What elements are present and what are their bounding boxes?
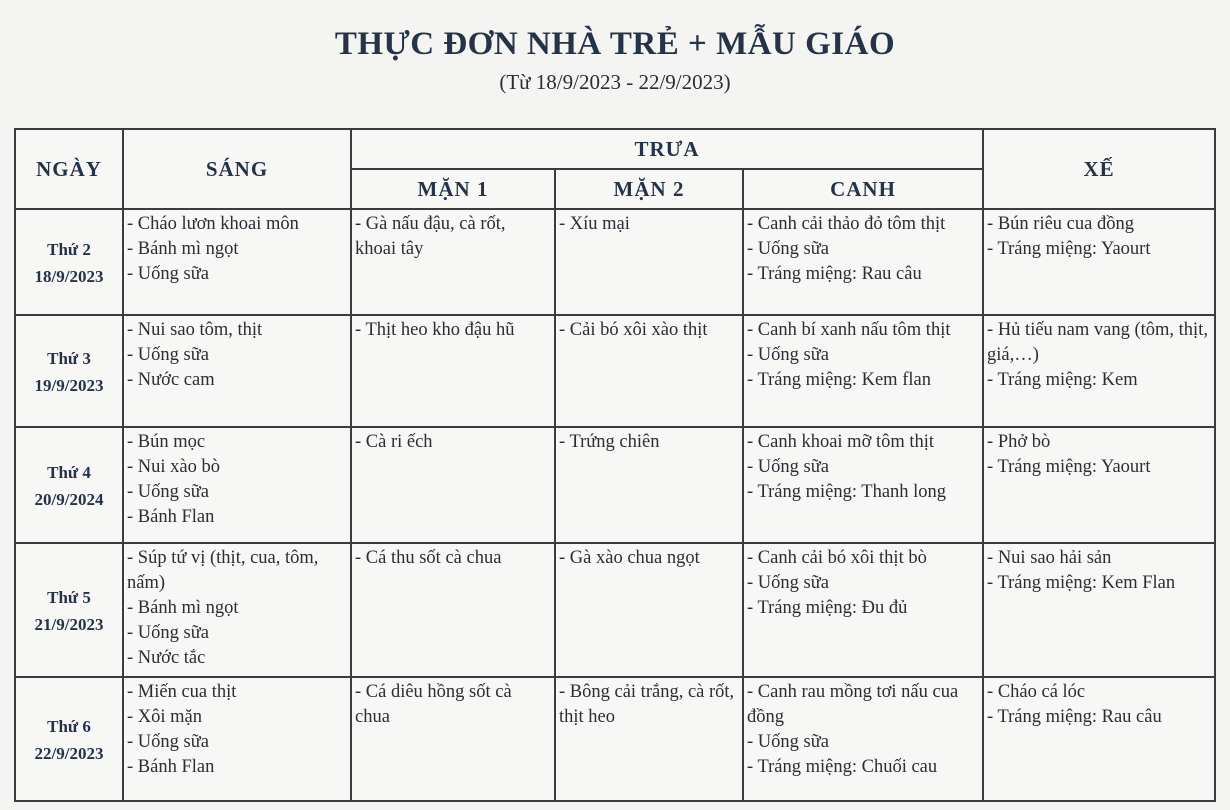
header-man2: MẶN 2 <box>555 169 743 209</box>
menu-cell-canh <box>743 677 983 801</box>
date-label: 19/9/2023 <box>34 376 104 395</box>
menu-item: - Tráng miệng: Kem <box>987 370 1138 390</box>
day-row <box>15 677 1215 801</box>
menu-item: - Tráng miệng: Đu đủ <box>747 598 908 618</box>
menu-item: - Miến cua thịt <box>127 682 237 702</box>
menu-item: - Nui sao tôm, thịt <box>127 320 263 340</box>
menu-cell-sang <box>123 209 351 315</box>
menu-cell-man1 <box>351 677 555 801</box>
menu-item: - Nui sao hải sản <box>987 548 1112 568</box>
menu-item: - Uống sữa <box>127 264 209 284</box>
day-row <box>15 543 1215 677</box>
menu-item: - Bánh mì ngọt <box>127 239 239 259</box>
menu-item: - Cháo lươn khoai môn <box>127 214 299 234</box>
menu-item: - Cà ri ếch <box>355 432 433 452</box>
menu-item: - Tráng miệng: Chuối cau <box>747 757 938 777</box>
header-lunch: TRƯA <box>351 129 983 169</box>
menu-item: - Canh bí xanh nấu tôm thịt <box>747 320 951 340</box>
menu-cell-xe <box>983 543 1215 677</box>
menu-cell-man1 <box>351 543 555 677</box>
menu-cell-canh <box>743 543 983 677</box>
menu-item: - Uống sữa <box>127 482 209 502</box>
page-title: THỰC ĐƠN NHÀ TRẺ + MẪU GIÁO <box>334 26 896 62</box>
day-cell <box>15 677 123 801</box>
menu-cell-xe <box>983 427 1215 543</box>
menu-item: - Uống sữa <box>747 239 829 259</box>
header-day: NGÀY <box>15 129 123 209</box>
menu-item: - Uống sữa <box>747 457 829 477</box>
menu-item: - Xíu mại <box>559 214 630 234</box>
menu-item: - Súp tứ vị (thịt, cua, tôm, nấm) <box>127 548 319 593</box>
menu-item: - Uống sữa <box>747 345 829 365</box>
header-morning: SÁNG <box>123 129 351 209</box>
date-label: 20/9/2024 <box>34 490 104 509</box>
menu-cell-man1 <box>351 315 555 427</box>
day-row <box>15 315 1215 427</box>
menu-item: - Bánh mì ngọt <box>127 598 239 618</box>
day-row <box>15 427 1215 543</box>
menu-item: - Thịt heo kho đậu hũ <box>355 320 515 340</box>
menu-item: - Nui xào bò <box>127 457 220 477</box>
menu-item: - Xôi mặn <box>127 707 203 727</box>
menu-cell-man2 <box>555 543 743 677</box>
menu-cell-xe <box>983 209 1215 315</box>
menu-item: - Cải bó xôi xào thịt <box>559 320 708 340</box>
menu-table <box>14 128 1216 802</box>
weekday-label: Thứ 6 <box>47 717 91 736</box>
menu-item: - Bún riêu cua đồng <box>987 214 1134 234</box>
menu-cell-man1 <box>351 209 555 315</box>
date-range-subtitle: (Từ 18/9/2023 - 22/9/2023) <box>499 70 731 94</box>
menu-cell-xe <box>983 315 1215 427</box>
menu-item: - Gà nấu đậu, cà rốt, khoai tây <box>355 214 506 259</box>
menu-item: - Tráng miệng: Thanh long <box>747 482 947 502</box>
menu-item: - Nước cam <box>127 370 215 390</box>
day-cell <box>15 315 123 427</box>
menu-cell-sang <box>123 543 351 677</box>
menu-item: - Bún mọc <box>127 432 206 452</box>
menu-cell-man2 <box>555 427 743 543</box>
menu-cell-canh <box>743 427 983 543</box>
menu-cell-man1 <box>351 427 555 543</box>
day-row <box>15 209 1215 315</box>
menu-cell-sang <box>123 677 351 801</box>
menu-item: - Trứng chiên <box>559 432 660 452</box>
header-canh: CANH <box>743 169 983 209</box>
menu-item: - Uống sữa <box>127 732 209 752</box>
menu-cell-sang <box>123 315 351 427</box>
weekday-label: Thứ 4 <box>47 463 91 482</box>
menu-item: - Uống sữa <box>127 345 209 365</box>
menu-item: - Tráng miệng: Rau câu <box>987 707 1162 727</box>
day-cell <box>15 427 123 543</box>
header-man1: MẶN 1 <box>351 169 555 209</box>
menu-cell-man2 <box>555 209 743 315</box>
menu-cell-man2 <box>555 677 743 801</box>
menu-body <box>15 209 1215 801</box>
date-label: 22/9/2023 <box>34 744 104 763</box>
weekday-label: Thứ 3 <box>47 349 91 368</box>
menu-item: - Uống sữa <box>127 623 209 643</box>
menu-item: - Nước tắc <box>127 648 206 668</box>
menu-cell-canh <box>743 209 983 315</box>
weekday-label: Thứ 2 <box>47 240 91 259</box>
menu-item: - Canh cải thảo đỏ tôm thịt <box>747 214 946 234</box>
day-cell <box>15 209 123 315</box>
menu-item: - Uống sữa <box>747 732 829 752</box>
menu-item: - Bông cải trắng, cà rốt, thịt heo <box>559 682 735 727</box>
date-label: 18/9/2023 <box>34 267 104 286</box>
menu-item: - Cá diêu hồng sốt cà chua <box>355 682 512 727</box>
menu-item: - Cá thu sốt cà chua <box>355 548 502 568</box>
menu-item: - Hủ tiếu nam vang (tôm, thịt, giá,…) <box>987 320 1208 365</box>
menu-item: - Tráng miệng: Yaourt <box>987 457 1151 477</box>
menu-item: - Uống sữa <box>747 573 829 593</box>
menu-item: - Tráng miệng: Kem flan <box>747 370 931 390</box>
menu-item: - Phở bò <box>987 432 1051 452</box>
menu-cell-canh <box>743 315 983 427</box>
header-afternoon: XẾ <box>983 129 1215 209</box>
weekday-label: Thứ 5 <box>47 588 91 607</box>
menu-item: - Gà xào chua ngọt <box>559 548 700 568</box>
menu-item: - Bánh Flan <box>127 757 215 777</box>
menu-item: - Cháo cá lóc <box>987 682 1086 702</box>
menu-cell-sang <box>123 427 351 543</box>
menu-cell-man2 <box>555 315 743 427</box>
menu-item: - Tráng miệng: Kem Flan <box>987 573 1176 593</box>
menu-item: - Canh cải bó xôi thịt bò <box>747 548 927 568</box>
menu-cell-xe <box>983 677 1215 801</box>
menu-item: - Bánh Flan <box>127 507 215 527</box>
date-label: 21/9/2023 <box>34 615 104 634</box>
day-cell <box>15 543 123 677</box>
menu-item: - Tráng miệng: Yaourt <box>987 239 1151 259</box>
menu-item: - Tráng miệng: Rau câu <box>747 264 922 284</box>
menu-item: - Canh rau mồng tơi nấu cua đồng <box>747 682 959 727</box>
menu-item: - Canh khoai mỡ tôm thịt <box>747 432 935 452</box>
